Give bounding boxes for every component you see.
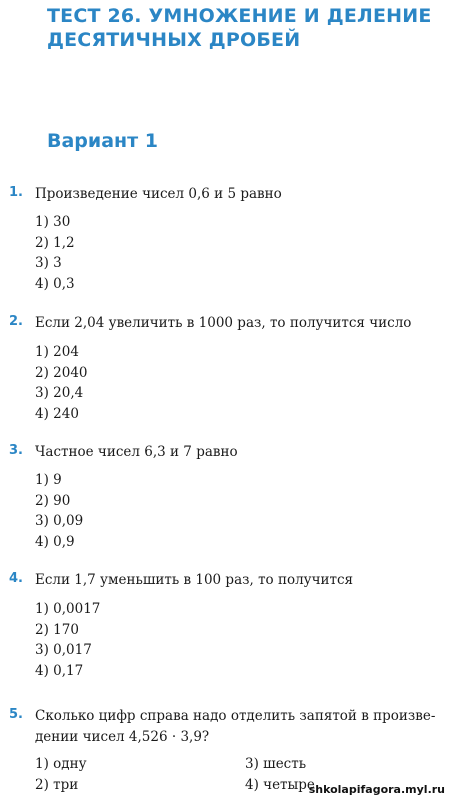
test-title — [47, 4, 437, 52]
answer-option[interactable]: 4) 0,17 — [35, 662, 84, 679]
answer-option[interactable]: 3) 0,09 — [35, 513, 84, 529]
answer-option[interactable]: 1) 9 — [35, 472, 62, 488]
question-text-line-1: Сколько цифр справа надо отделить запятой в произве- — [35, 708, 436, 724]
answer-option[interactable]: 4) четыре — [245, 777, 315, 793]
answer-option[interactable]: 3) шесть — [245, 756, 307, 772]
question-text-line-2: дении чисел 4,526 · 3,9? — [35, 729, 210, 745]
question-text: Если 1,7 уменьшить в 100 раз, то получится — [35, 572, 354, 588]
question-text: Если 2,04 увеличить в 1000 раз, то получится число — [35, 315, 412, 331]
answer-option[interactable]: 2) 2040 — [35, 364, 88, 381]
answer-option[interactable]: 1) 30 — [35, 214, 71, 230]
answer-option[interactable]: 3) 20,4 — [35, 385, 84, 401]
question-number: 5. — [9, 707, 23, 722]
answer-option[interactable]: 2) 170 — [35, 621, 79, 638]
question-text: Частное чисел 6,3 и 7 равно — [35, 444, 238, 460]
title-line-2: ДЕСЯТИЧНЫХ ДРОБЕЙ — [47, 29, 301, 51]
answer-list — [35, 599, 100, 681]
answer-list — [35, 342, 88, 424]
answer-option[interactable]: 1) 0,0017 — [35, 601, 101, 617]
answer-option[interactable]: 1) 204 — [35, 344, 79, 360]
question-number: 2. — [9, 314, 23, 329]
answer-option[interactable]: 2) три — [35, 777, 79, 793]
answer-list — [35, 212, 75, 294]
answer-option[interactable]: 4) 240 — [35, 405, 79, 422]
question-number: 1. — [9, 185, 23, 200]
question-text: Произведение чисел 0,6 и 5 равно — [35, 186, 282, 202]
question-text — [35, 706, 440, 748]
answer-option[interactable]: 3) 3 — [35, 255, 62, 271]
answer-option[interactable]: 4) 0,9 — [35, 533, 75, 550]
question-number: 3. — [9, 443, 23, 458]
site-watermark: shkolapifagora.myl.ru — [308, 783, 445, 796]
answer-option[interactable]: 4) 0,3 — [35, 275, 75, 292]
answer-option[interactable]: 3) 0,017 — [35, 642, 92, 658]
answer-option[interactable]: 1) одну — [35, 756, 87, 772]
title-line-1: ТЕСТ 26. УМНОЖЕНИЕ И ДЕЛЕНИЕ — [47, 5, 432, 27]
variant-heading: Вариант 1 — [47, 130, 159, 152]
answer-option[interactable]: 2) 1,2 — [35, 234, 75, 251]
question-number: 4. — [9, 571, 23, 586]
answer-list — [35, 470, 83, 552]
answer-option[interactable]: 2) 90 — [35, 492, 71, 509]
